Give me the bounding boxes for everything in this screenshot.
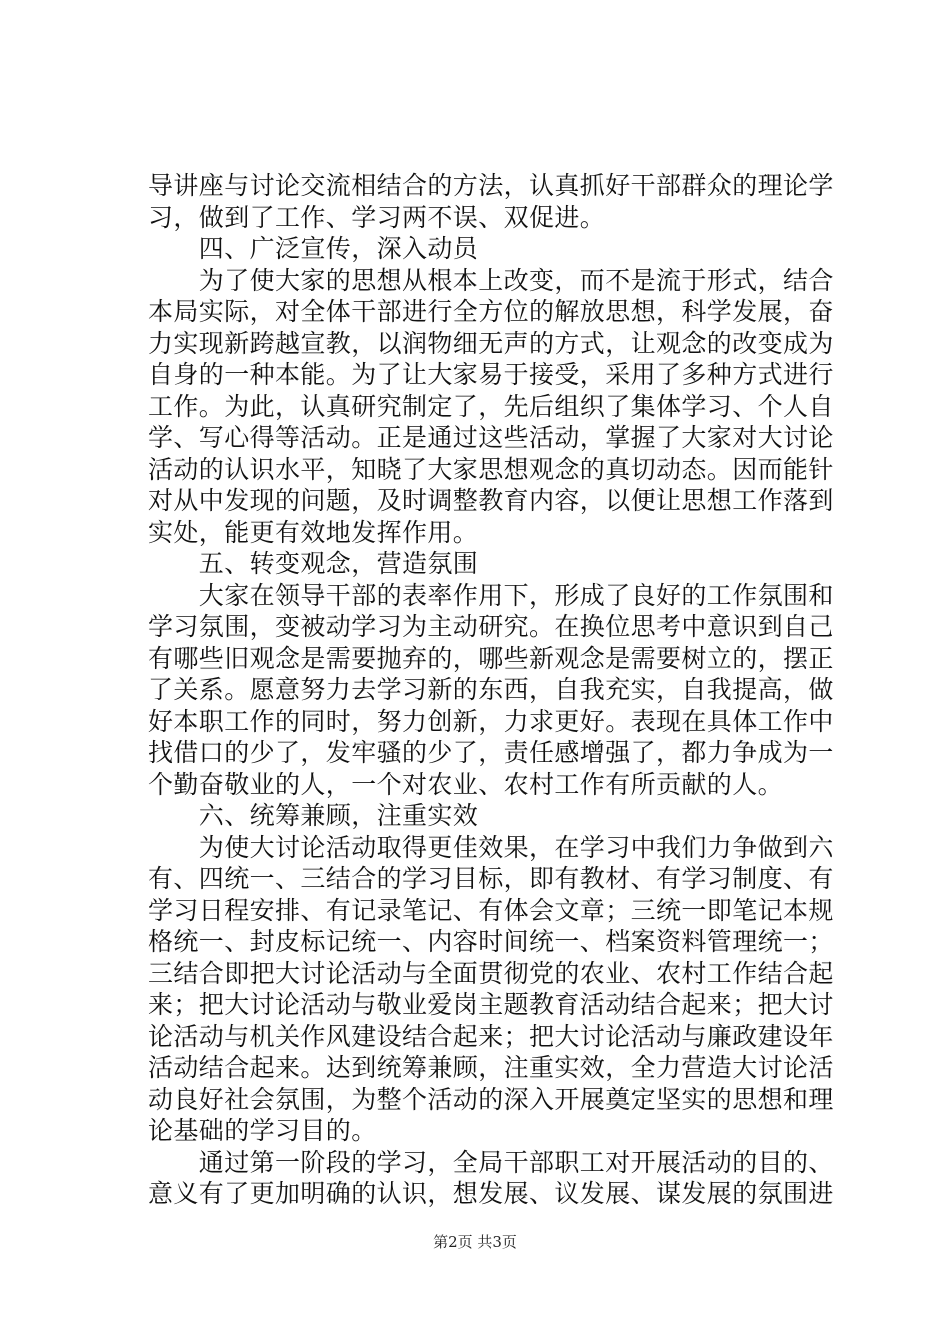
text-line: 有哪些旧观念是需要抛弃的，哪些新观念是需要树立的，摆正 [148, 644, 834, 673]
text-line: 论活动与机关作风建设结合起来；把大讨论活动与廉政建设年 [148, 1022, 834, 1051]
text-line: 对从中发现的问题，及时调整教育内容，以便让思想工作落到 [148, 486, 834, 515]
text-line: 来；把大讨论活动与敬业爱岗主题教育活动结合起来；把大讨 [148, 990, 834, 1019]
text-line: 三结合即把大讨论活动与全面贯彻党的农业、农村工作结合起 [148, 959, 834, 988]
text-line: 为使大讨论活动取得更佳效果，在学习中我们力争做到六 [148, 833, 834, 862]
text-line: 学习日程安排、有记录笔记、有体会文章；三统一即笔记本规 [148, 896, 834, 925]
section-heading: 五、转变观念，营造氛围 [148, 549, 479, 578]
text-line: 动良好社会氛围，为整个活动的深入开展奠定坚实的思想和理 [148, 1085, 834, 1114]
text-line: 格统一、封皮标记统一、内容时间统一、档案资料管理统一； [148, 927, 834, 956]
section-heading: 四、广泛宣传，深入动员 [148, 234, 479, 263]
text-line: 习，做到了工作、学习两不误、双促进。 [148, 203, 606, 232]
text-line: 本局实际，对全体干部进行全方位的解放思想，科学发展，奋 [148, 297, 834, 326]
text-line: 力实现新跨越宣教，以润物细无声的方式，让观念的改变成为 [148, 329, 834, 358]
text-line: 活动结合起来。达到统筹兼顾，注重实效，全力营造大讨论活 [148, 1053, 834, 1082]
text-line: 通过第一阶段的学习，全局干部职工对开展活动的目的、 [148, 1148, 834, 1177]
text-line: 为了使大家的思想从根本上改变，而不是流于形式，结合 [148, 266, 834, 295]
text-line: 找借口的少了，发牢骚的少了，责任感增强了，都力争成为一 [148, 738, 834, 767]
page-number-footer: 第2页 共3页 [433, 1233, 517, 1251]
text-line: 个勤奋敬业的人，一个对农业、农村工作有所贡献的人。 [148, 770, 784, 799]
text-line: 学、写心得等活动。正是通过这些活动，掌握了大家对大讨论 [148, 423, 834, 452]
text-line: 意义有了更加明确的认识，想发展、议发展、谋发展的氛围进 [148, 1179, 834, 1208]
text-line: 好本职工作的同时，努力创新，力求更好。表现在具体工作中 [148, 707, 834, 736]
text-line: 有、四统一、三结合的学习目标，即有教材、有学习制度、有 [148, 864, 834, 893]
text-line: 导讲座与讨论交流相结合的方法，认真抓好干部群众的理论学 [148, 171, 834, 200]
text-line: 论基础的学习目的。 [148, 1116, 377, 1145]
text-line: 自身的一种本能。为了让大家易于接受，采用了多种方式进行 [148, 360, 834, 389]
text-line: 工作。为此，认真研究制定了，先后组织了集体学习、个人自 [148, 392, 834, 421]
section-heading: 六、统筹兼顾，注重实效 [148, 801, 479, 830]
text-line: 学习氛围，变被动学习为主动研究。在换位思考中意识到自己 [148, 612, 834, 641]
text-line: 了关系。愿意努力去学习新的东西，自我充实，自我提高，做 [148, 675, 834, 704]
text-line: 大家在领导干部的表率作用下，形成了良好的工作氛围和 [148, 581, 834, 610]
text-line: 活动的认识水平，知晓了大家思想观念的真切动态。因而能针 [148, 455, 834, 484]
text-line: 实处，能更有效地发挥作用。 [148, 518, 479, 547]
